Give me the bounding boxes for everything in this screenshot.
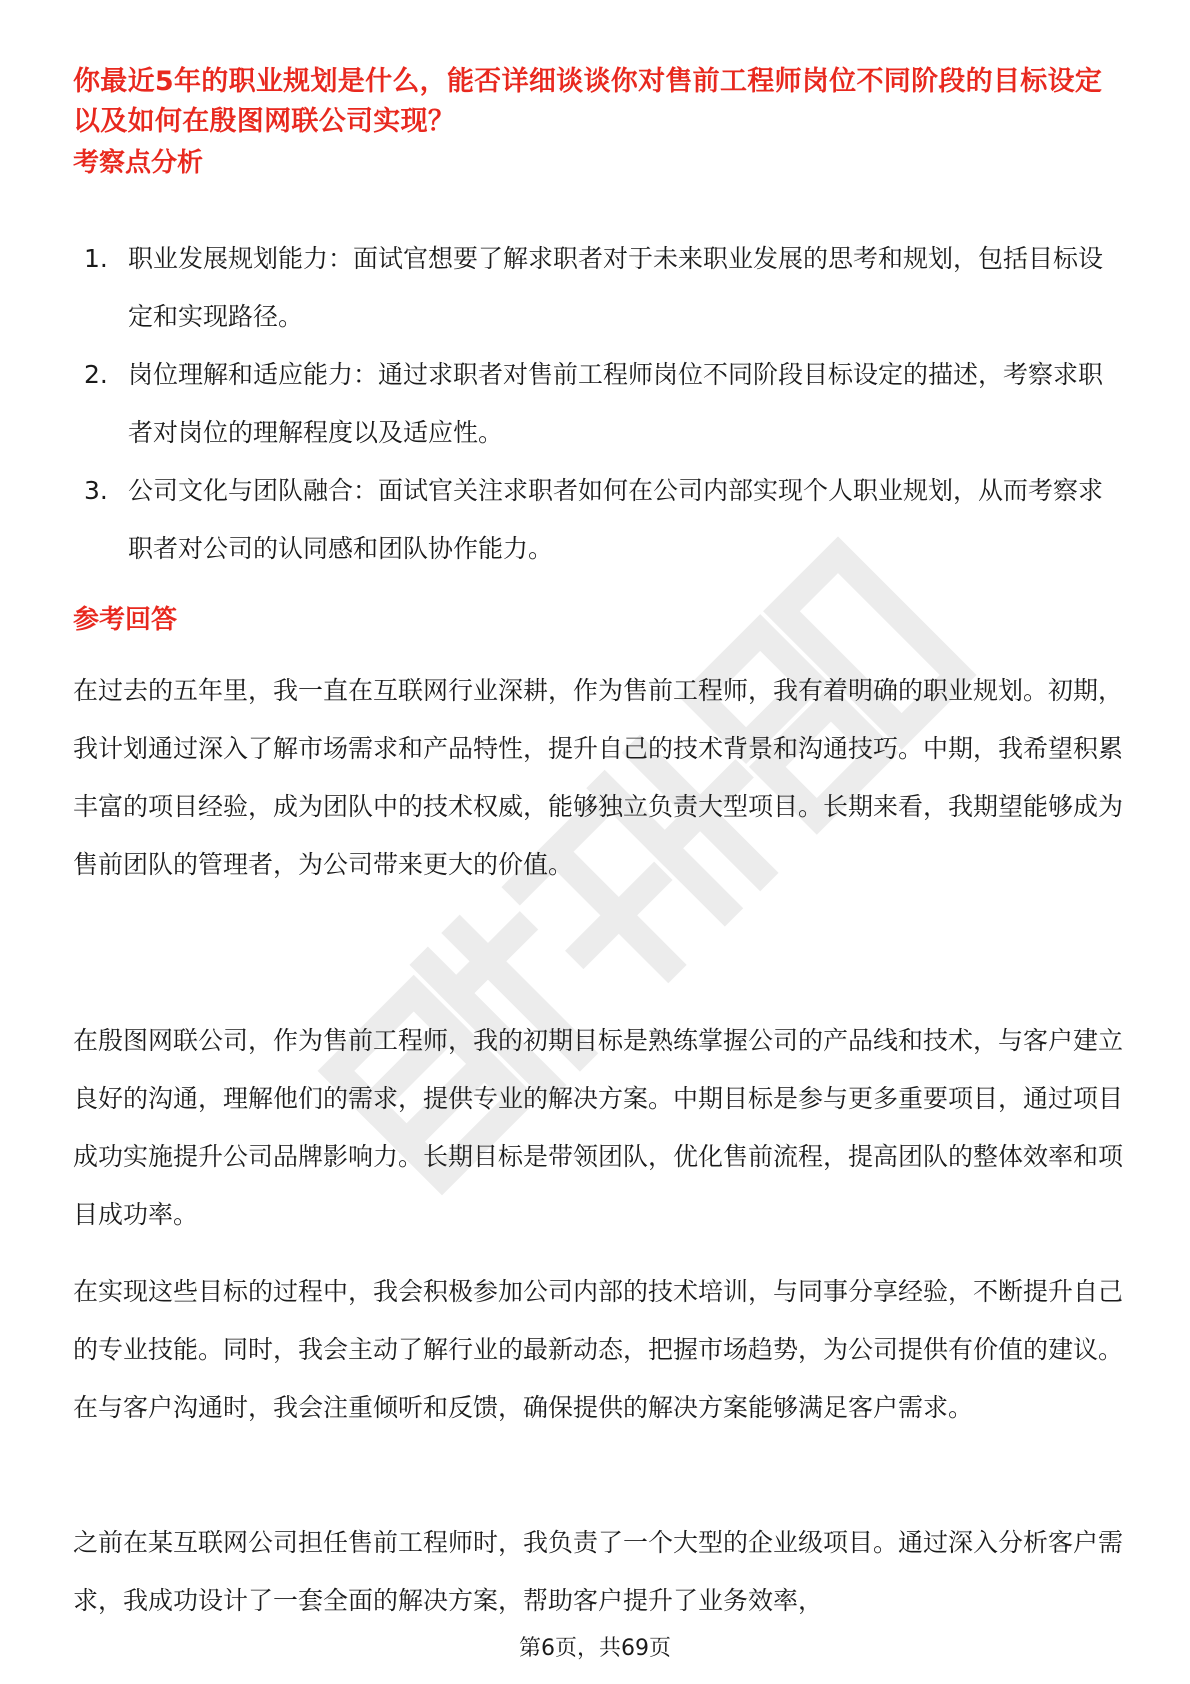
list-item-text: 公司文化与团队融合：面试官关注求职者如何在公司内部实现个人职业规划，从而考察求职者对公司的认同感和团队协作能力。 [128, 476, 1104, 563]
list-item-text: 职业发展规划能力：面试官想要了解求职者对于未来职业发展的思考和规划，包括目标设定和实现路径。 [128, 244, 1104, 331]
list-item [84, 462, 1124, 578]
list-item [84, 346, 1124, 462]
list-item [84, 230, 1124, 346]
answer-paragraph: 在殷图网联公司，作为售前工程师，我的初期目标是熟练掌握公司的产品线和技术，与客户建立良好的沟通，理解他们的需求，提供专业的解决方案。中期目标是参与更多重要项目，通过项目成功实施提升公司品牌影响力。长期目标是带领团队，优化售前流程，提高团队的整体效率和项目成功率。 [73, 1026, 1124, 1229]
answer-paragraph: 在过去的五年里，我一直在互联网行业深耕，作为售前工程师，我有着明确的职业规划。初期，我计划通过深入了解市场需求和产品特性，提升自己的技术背景和沟通技巧。中期，我希望积累丰富的项目经验，成为团队中的技术权威，能够独立负责大型项目。长期来看，我期望能够成为售前团队的管理者，为公司带来更大的价值。 [73, 676, 1124, 879]
list-item-number: 2. [84, 360, 108, 389]
list-item-number: 1. [84, 244, 108, 273]
answer-heading: 参考回答 [73, 605, 178, 635]
list-item-number: 3. [84, 476, 108, 505]
analysis-heading: 考察点分析 [73, 148, 204, 178]
page-footer: 第6页，共69页 [519, 1636, 671, 1661]
answer-paragraph: 之前在某互联网公司担任售前工程师时，我负责了一个大型的企业级项目。通过深入分析客户需求，我成功设计了一套全面的解决方案，帮助客户提升了业务效率， [73, 1528, 1124, 1615]
answer-paragraph: 在实现这些目标的过程中，我会积极参加公司内部的技术培训，与同事分享经验，不断提升自己的专业技能。同时，我会主动了解行业的最新动态，把握市场趋势，为公司提供有价值的建议。在与客户沟通时，我会注重倾听和反馈，确保提供的解决方案能够满足客户需求。 [73, 1277, 1124, 1422]
question-title: 你最近5年的职业规划是什么，能否详细谈谈你对售前工程师岗位不同阶段的目标设定以及如何在殷图网联公司实现？ [73, 66, 1103, 137]
list-item-text: 岗位理解和适应能力：通过求职者对售前工程师岗位不同阶段目标设定的描述，考察求职者对岗位的理解程度以及适应性。 [128, 360, 1104, 447]
analysis-list [84, 230, 1124, 578]
